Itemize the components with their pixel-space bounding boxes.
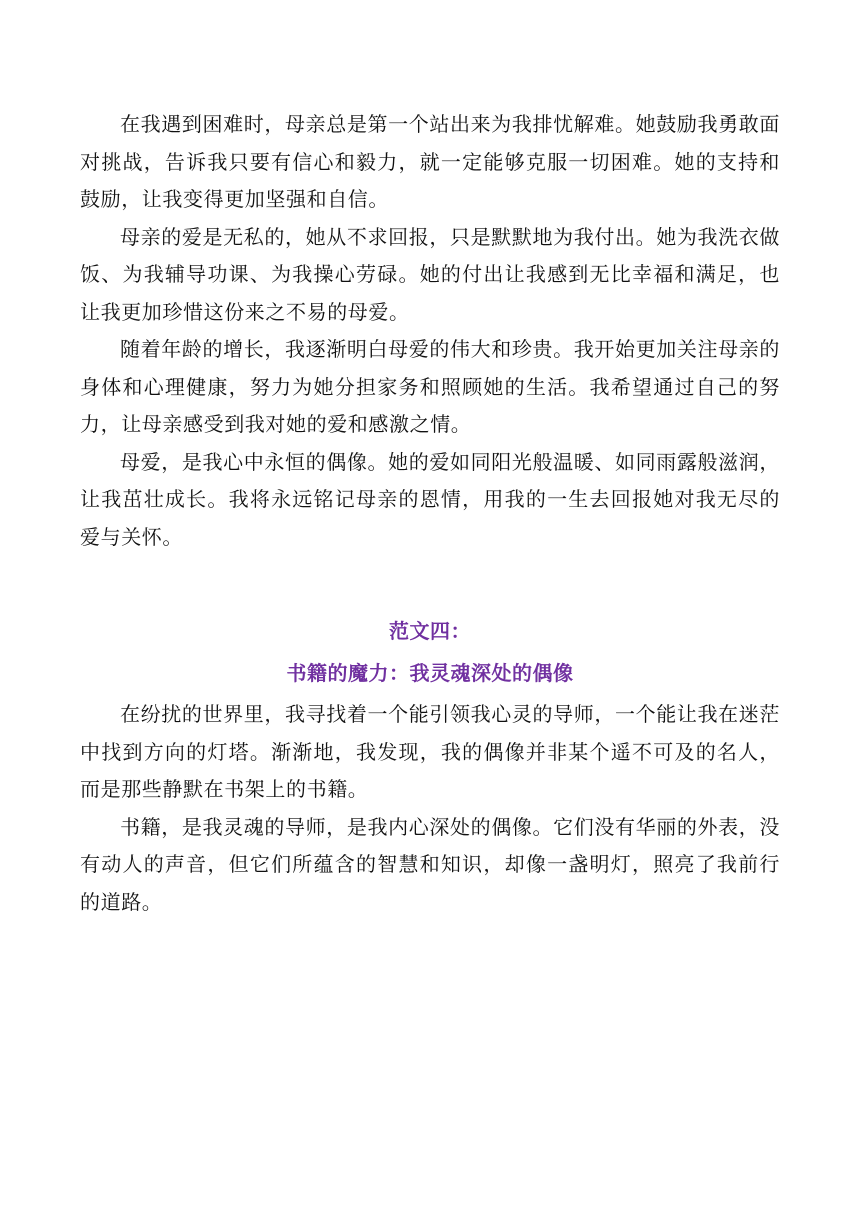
section-title: 书籍的魔力：我灵魂深处的偶像 [286,661,574,685]
paragraph: 书籍，是我灵魂的导师，是我内心深处的偶像。它们没有华丽的外表，没有动人的声音，但它们所蕴含的智慧和知识，却像一盏明灯，照亮了我前行的道路。 [80,814,780,914]
section-label: 范文四： [389,619,471,643]
section-spacer [80,556,780,610]
paragraph: 母亲的爱是无私的，她从不求回报，只是默默地为我付出。她为我洗衣做饭、为我辅导功课、为我操心劳碌。她的付出让我感到无比幸福和满足，也让我更加珍惜这份来之不易的母爱。 [80,224,780,324]
paragraph: 在我遇到困难时，母亲总是第一个站出来为我排忧解难。她鼓励我勇敢面对挑战，告诉我只要有信心和毅力，就一定能够克服一切困难。她的支持和鼓励，让我变得更加坚强和自信。 [80,112,780,211]
paragraph: 随着年龄的增长，我逐渐明白母爱的伟大和珍贵。我开始更加关注母亲的身体和心理健康，努力为她分担家务和照顾她的生活。我希望通过自己的努力，让母亲感受到我对她的爱和感激之情。 [80,337,780,436]
document-page [80,106,780,921]
paragraph: 母爱，是我心中永恒的偶像。她的爱如同阳光般温暖、如同雨露般滋润，让我茁壮成长。我将永远铭记母亲的恩情，用我的一生去回报她对我无尽的爱与关怀。 [80,449,780,549]
paragraph: 在纷扰的世界里，我寻找着一个能引领我心灵的导师，一个能让我在迷茫中找到方向的灯塔。渐渐地，我发现，我的偶像并非某个遥不可及的名人，而是那些静默在书架上的书籍。 [80,702,780,801]
